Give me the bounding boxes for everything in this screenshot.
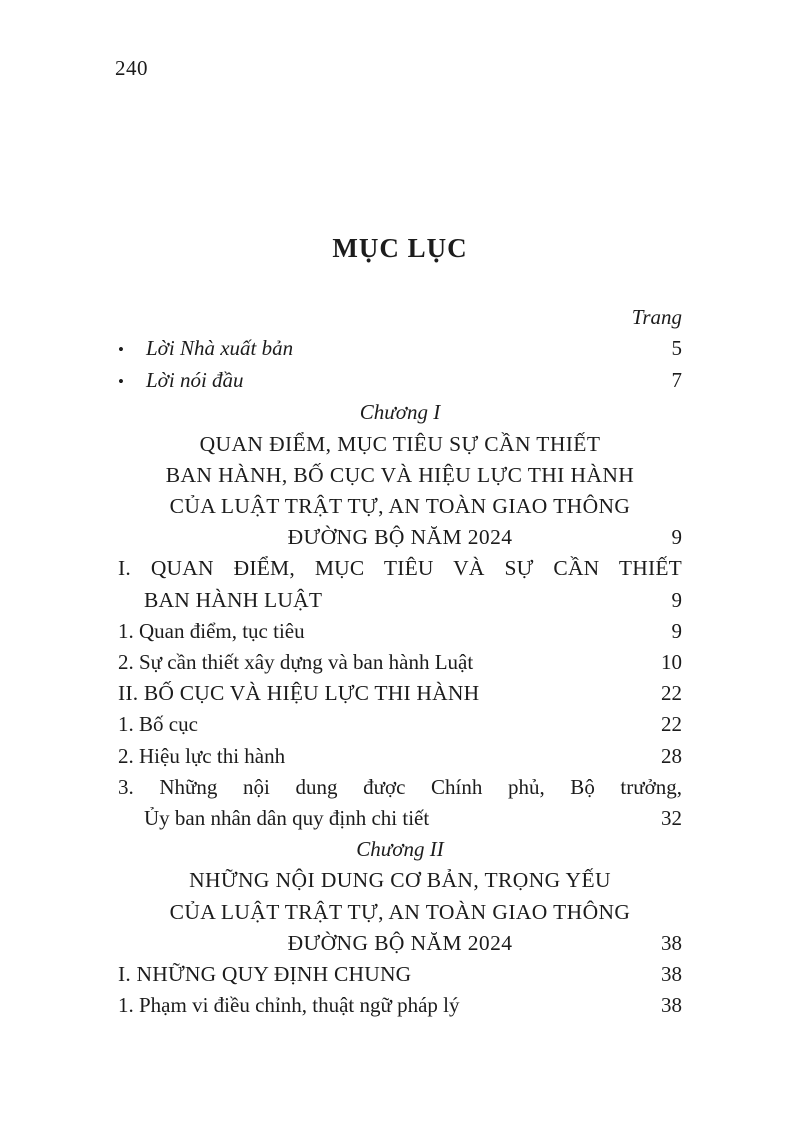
toc-row (118, 553, 682, 584)
toc-entry-page: 9 (671, 618, 682, 643)
toc-row (118, 928, 682, 959)
toc-entry-text: BAN HÀNH LUẬT (144, 587, 323, 612)
toc-entry-page: 9 (671, 587, 682, 612)
toc-entry-page: 9 (671, 525, 682, 550)
toc-row (118, 990, 682, 1021)
toc-entry-page: 5 (671, 336, 682, 360)
toc-entry-text: ĐƯỜNG BỘ NĂM 2024 (287, 930, 513, 955)
toc-entry-text: 1. Quan điểm, tục tiêu (118, 618, 305, 643)
toc-row (118, 772, 682, 803)
toc-entry-text: CỦA LUẬT TRẬT TỰ, AN TOÀN GIAO THÔNG (169, 494, 631, 519)
page-column-header: Trang (631, 305, 682, 329)
toc-row (118, 460, 682, 491)
toc-entry-text: Lời Nhà xuất bản (146, 336, 294, 360)
toc-entry-text: QUAN ĐIỂM, MỤC TIÊU SỰ CẦN THIẾT (199, 431, 601, 456)
toc-entry-page: 7 (671, 368, 682, 393)
toc-entry-text: BAN HÀNH, BỐ CỤC VÀ HIỆU LỰC THI HÀNH (165, 462, 635, 487)
toc-entry-page: 38 (661, 962, 682, 987)
bullet-icon: • (118, 340, 124, 359)
toc-content (118, 302, 682, 1021)
toc-entry-text: Lời nói đầu (146, 368, 244, 393)
toc-entry-page: 38 (661, 930, 682, 955)
toc-entry-text: Chương I (359, 400, 441, 425)
toc-row (118, 865, 682, 896)
toc-entry-text: I. NHỮNG QUY ĐỊNH CHUNG (118, 962, 412, 987)
toc-entry-page: 38 (661, 993, 682, 1018)
toc-row (118, 709, 682, 740)
toc-row (118, 678, 682, 709)
toc-entry-text: 2. Sự cần thiết xây dựng và ban hành Luật (118, 650, 474, 675)
toc-entry-page: 28 (661, 743, 682, 768)
toc-row (118, 959, 682, 990)
toc-entry-page: 10 (661, 650, 682, 675)
toc-entry-text: Chương II (356, 837, 444, 862)
toc-row (118, 803, 682, 834)
toc-row (118, 616, 682, 647)
toc-entry-text: 2. Hiệu lực thi hành (118, 743, 286, 768)
toc-entry-text: CỦA LUẬT TRẬT TỰ, AN TOÀN GIAO THÔNG (169, 899, 631, 924)
toc-entry-page: 22 (661, 681, 682, 706)
folio-page-number: 240 (115, 56, 148, 80)
toc-entry-text: 1. Phạm vi điều chỉnh, thuật ngữ pháp lý (118, 993, 460, 1018)
toc-entry-page: 22 (661, 712, 682, 737)
toc-entry-text: 1. Bố cục (118, 712, 198, 737)
toc-row (118, 491, 682, 522)
toc-entry-text: I. QUAN ĐIỂM, MỤC TIÊU VÀ SỰ CẦN THIẾT (118, 556, 682, 581)
toc-entry-text: II. BỐ CỤC VÀ HIỆU LỰC THI HÀNH (118, 681, 480, 706)
toc-row (118, 333, 682, 365)
toc-row (118, 741, 682, 772)
toc-entry-text: Ủy ban nhân dân quy định chi tiết (144, 806, 430, 831)
toc-row (118, 397, 682, 428)
toc-entry-text: ĐƯỜNG BỘ NĂM 2024 (287, 525, 513, 550)
toc-entry-page: 32 (661, 806, 682, 831)
toc-row (118, 365, 682, 397)
toc-title: MỤC LỤC (332, 233, 468, 263)
toc-row (118, 897, 682, 928)
toc-row (118, 522, 682, 553)
bullet-icon: • (118, 372, 124, 392)
toc-rows (118, 333, 682, 1021)
toc-row (118, 834, 682, 865)
toc-entry-text: 3. Những nội dung được Chính phủ, Bộ trưởng, (118, 774, 682, 799)
toc-row (118, 429, 682, 460)
toc-row (118, 585, 682, 616)
toc-entry-text: NHỮNG NỘI DUNG CƠ BẢN, TRỌNG YẾU (189, 868, 611, 893)
toc-row (118, 647, 682, 678)
